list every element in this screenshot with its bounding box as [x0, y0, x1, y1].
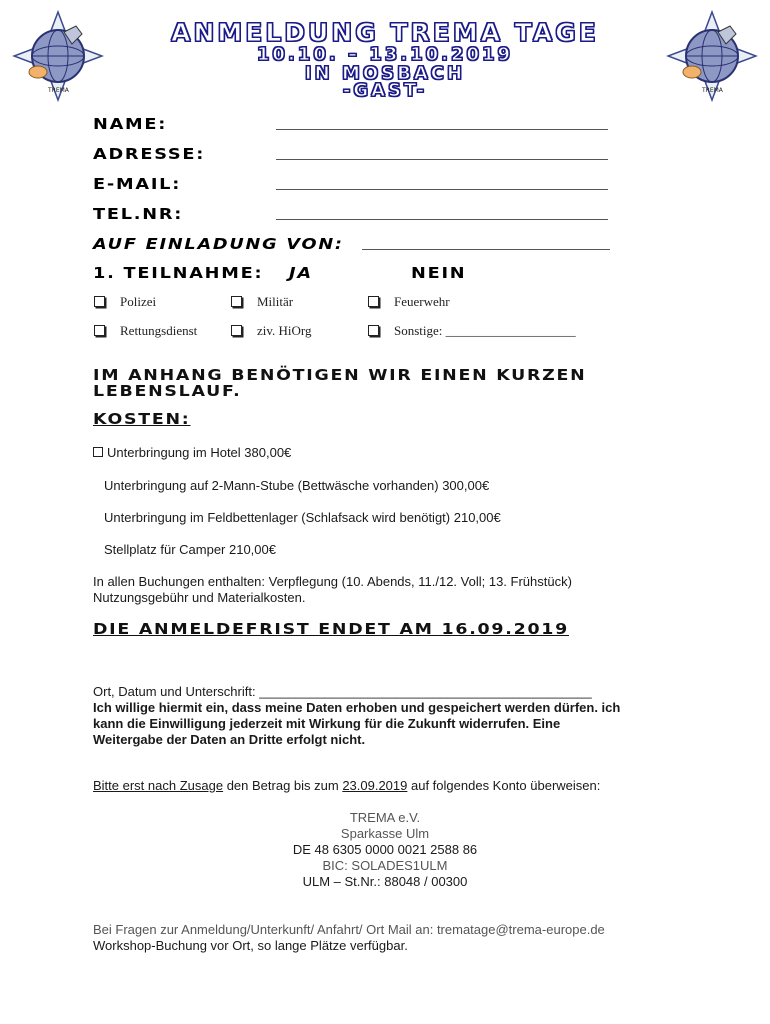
included-line-1: In allen Buchungen enthalten: Verpflegung (10. Abends, 11./12. Voll; 13. Frühstück) [93, 574, 572, 589]
option-military[interactable] [231, 294, 293, 310]
option-police[interactable] [94, 294, 156, 310]
checkbox-icon[interactable] [231, 296, 242, 307]
checkbox-icon[interactable] [368, 296, 379, 307]
phone-field[interactable] [276, 219, 608, 220]
appendix-note: IM ANHANG BENÖTIGEN WIR EINEN KURZEN LEBENSLAUF. [93, 366, 587, 400]
signature-row [93, 684, 592, 700]
consent-line-1: Ich willige hiermit ein, dass meine Daten erhoben und gespeichert werden dürfen. ich [93, 700, 621, 715]
participation-yes[interactable]: JA [289, 264, 313, 282]
cost-hotel-label: Unterbringung im Hotel 380,00€ [107, 445, 292, 460]
title-location: IN MOSBACH [304, 63, 466, 84]
checkbox-icon[interactable] [94, 296, 105, 307]
option-other[interactable] [368, 323, 576, 339]
invited-label: AUF EINLADUNG VON: [93, 235, 344, 253]
cost-hotel[interactable] [93, 445, 291, 461]
payment-instructions [93, 778, 600, 794]
bank-name: TREMA e.V. [349, 810, 421, 825]
costs-heading: KOSTEN: [93, 410, 191, 428]
iban: DE 48 6305 0000 0021 2588 86 [292, 842, 478, 857]
included-line-2: Nutzungsgebühr und Materialkosten. [93, 590, 306, 605]
option-civil[interactable] [231, 323, 312, 339]
option-rescue[interactable] [94, 323, 197, 339]
consent-line-2: kann die Einwilligung jederzeit mit Wirkung für die Zukunft widerrufen. Eine [93, 716, 561, 731]
payment-text-end: auf folgendes Konto überweisen: [407, 778, 601, 793]
option-military-label: Militär [257, 294, 294, 309]
cost-two-bed: Unterbringung auf 2-Mann-Stube (Bettwäsche vorhanden) 300,00€ [104, 478, 490, 493]
name-field[interactable] [276, 129, 608, 130]
checkbox-icon[interactable] [94, 325, 105, 336]
title-main: ANMELDUNG TREMA TAGE [171, 18, 599, 47]
option-other-field[interactable]: ____________________ [445, 323, 576, 338]
email-label: E-MAIL: [93, 175, 182, 193]
option-police-label: Polizei [120, 294, 157, 309]
option-fire[interactable] [368, 294, 450, 310]
option-civil-label: ziv. HiOrg [257, 323, 312, 338]
name-label: NAME: [93, 115, 168, 133]
cost-camper: Stellplatz für Camper 210,00€ [104, 542, 276, 557]
invited-field[interactable] [362, 249, 610, 250]
title-dates: 10.10. – 13.10.2019 [256, 44, 514, 65]
payment-text: den Betrag bis zum [223, 778, 343, 793]
tax-number: ULM – St.Nr.: 88048 / 00300 [302, 874, 468, 889]
address-field[interactable] [276, 159, 608, 160]
questions-contact: Bei Fragen zur Anmeldung/Unterkunft/ Anfahrt/ Ort Mail an: trematage@trema-europe.de [93, 922, 605, 937]
option-other-label: Sonstige: [394, 323, 443, 338]
deadline-notice: DIE ANMELDEFRIST ENDET AM 16.09.2019 [93, 620, 569, 638]
workshop-note: Workshop-Buchung vor Ort, so lange Plätze verfügbar. [93, 938, 408, 953]
checkbox-icon[interactable] [93, 447, 103, 457]
phone-label: TEL.NR: [93, 205, 184, 223]
bic: BIC: SOLADES1ULM [322, 858, 448, 873]
cost-field-bed: Unterbringung im Feldbettenlager (Schlafsack wird benötigt) 210,00€ [104, 510, 501, 525]
checkbox-icon[interactable] [231, 325, 242, 336]
address-label: ADRESSE: [93, 145, 206, 163]
payment-date: 23.09.2019 [342, 778, 408, 793]
payment-after-confirmation: Bitte erst nach Zusage [93, 778, 224, 793]
participation-no[interactable]: NEIN [411, 264, 467, 282]
svg-text:TREMA: TREMA [48, 87, 69, 94]
consent-line-3: Weitergabe der Daten an Dritte erfolgt nicht. [93, 732, 366, 747]
email-field[interactable] [276, 189, 608, 190]
participation-label: 1. TEILNAHME: [93, 264, 264, 282]
bank: Sparkasse Ulm [340, 826, 430, 841]
checkbox-icon[interactable] [368, 325, 379, 336]
option-rescue-label: Rettungsdienst [120, 323, 198, 338]
title-guest: -GAST- [342, 80, 428, 101]
signature-label: Ort, Datum und Unterschrift: [93, 684, 256, 699]
option-fire-label: Feuerwehr [394, 294, 450, 309]
svg-text:TREMA: TREMA [702, 87, 723, 94]
signature-field[interactable]: ______________________________________________ [259, 684, 592, 699]
